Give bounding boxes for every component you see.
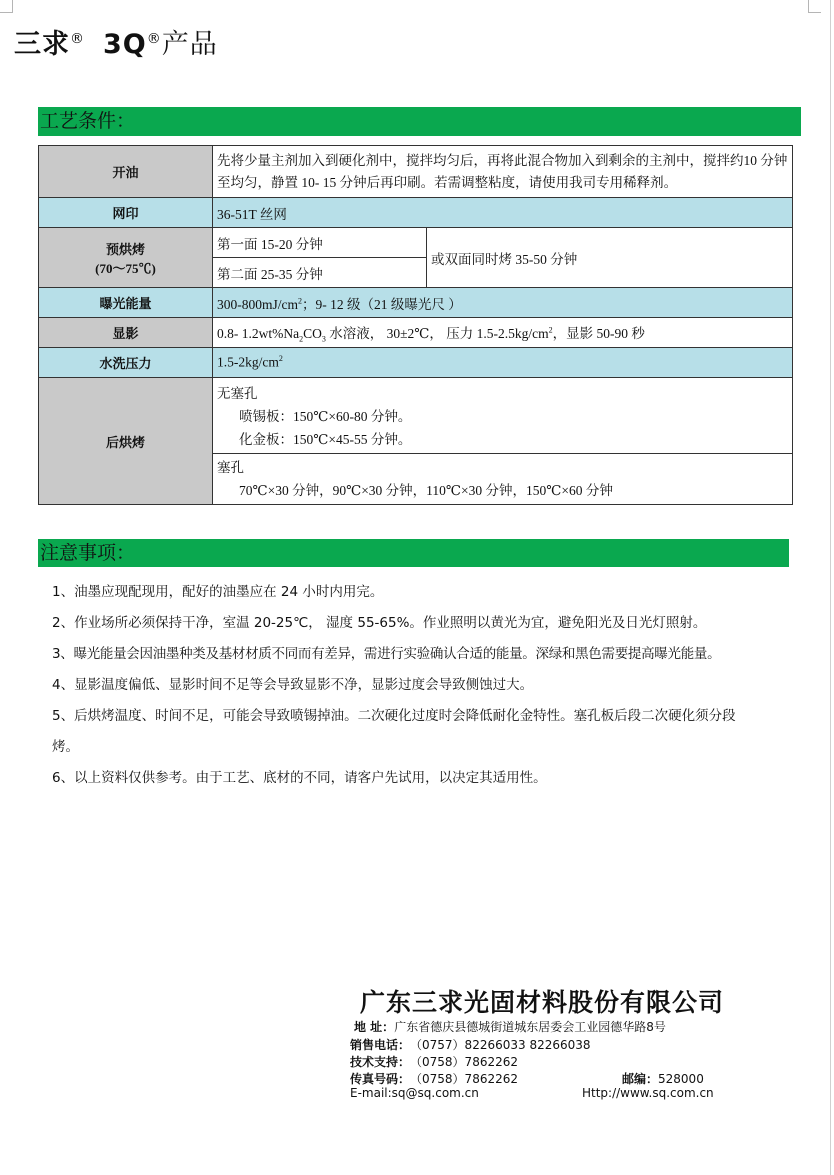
website-link[interactable]: Http://www.sq.com.cn <box>582 1086 714 1100</box>
row-label: 曝光能量 <box>39 288 213 318</box>
note-item: 4、显影温度偏低、显影时间不足等会导致显影不净，显影过度会导致侧蚀过大。 <box>52 677 534 693</box>
label-sub: (70～75℃) <box>95 260 156 276</box>
plug-steps-text: 70℃×30 分钟，90℃×30 分钟，110℃×30 分钟，150℃×60 分钟 <box>239 483 613 498</box>
registered-mark: ® <box>70 31 85 47</box>
plug-label: 塞孔 <box>217 460 244 475</box>
table-row <box>39 228 793 258</box>
address-line: 地 址：广东省德庆县德城街道城东居委会工业园德华路8号 <box>354 1020 666 1034</box>
enig-board-text: 化金板：150℃×45-55 分钟。 <box>239 432 412 447</box>
hasl-board-text: 喷锡板：150℃×60-80 分钟。 <box>239 409 412 424</box>
row-label: 显影 <box>39 318 213 348</box>
fax-line: 传真号码：（0758）7862262 <box>350 1072 518 1086</box>
row-label <box>39 228 213 288</box>
row-value: $300-800mJ/cm^2$；9- 12 级（21 级曝光尺 ） <box>213 288 793 318</box>
row-value: 0.8- $1.2wt\%Na_2CO_3$ 水溶液， 30±2℃， 压力 $1.5-2.5kg/cm^2$，显影 50-90 秒 <box>213 318 793 348</box>
zip-line: 邮编：528000 <box>622 1072 704 1086</box>
notes-list <box>52 577 802 794</box>
table-row <box>39 288 793 318</box>
table-row <box>39 378 793 505</box>
note-item: 5、后烘烤温度、时间不足，可能会导致喷锡掉油。二次硬化过度时会降低耐化金特性。塞孔板后段二次硬化须分段 <box>52 708 736 724</box>
row-value: 先将少量主剂加入到硬化剂中，搅拌均匀后，再将此混合物加入到剩余的主剂中，搅拌约10 分钟至均匀，静置 10- 15 分钟后再印刷。若需调整粘度，请使用我司专用稀释剂。 <box>213 146 793 198</box>
note-item: 3、曝光能量会因油墨种类及基材材质不同而有差异，需进行实验确认合适的能量。深绿和黑色需要提高曝光能量。 <box>52 646 721 662</box>
product-label: 产品 <box>161 29 218 60</box>
brand-cn: 三求 <box>14 29 70 60</box>
note-item: 6、以上资料仅供参考。由于工艺、底材的不同，请客户先试用，以决定其适用性。 <box>52 770 547 786</box>
note-item: 烤。 <box>52 739 79 755</box>
brand-en: 3Q <box>103 29 147 60</box>
section-heading-process: 工艺条件： <box>38 107 801 136</box>
no-plug-label: 无塞孔 <box>217 386 258 401</box>
email-link[interactable]: E-mail:sq@sq.com.cn <box>350 1086 479 1100</box>
page-edge <box>830 0 831 1175</box>
process-table <box>38 145 793 505</box>
row-label: 水洗压力 <box>39 348 213 378</box>
sales-phone-line: 销售电话：（0757）82266033 82266038 <box>350 1038 591 1052</box>
table-row <box>39 198 793 228</box>
label-main: 预烘烤 <box>105 242 145 258</box>
row-value: 或双面同时烤 35-50 分钟 <box>427 228 793 288</box>
row-label: 开油 <box>39 146 213 198</box>
row-value: 36-51T 丝网 <box>213 198 793 228</box>
row-value <box>213 378 793 505</box>
table-row <box>39 146 793 198</box>
note-item: 1、油墨应现配现用，配好的油墨应在 24 小时内用完。 <box>52 584 384 600</box>
table-row <box>39 318 793 348</box>
registered-mark: ® <box>146 31 162 47</box>
section-heading-notes: 注意事项： <box>38 539 789 567</box>
row-value: $1.5-2kg/cm^2$ <box>213 348 793 378</box>
note-item: 2、作业场所必须保持干净，室温 20-25℃， 湿度 55-65%。作业照明以黄光为宜，避免阳光及日光灯照射。 <box>52 615 707 631</box>
row-value: 第一面 15-20 分钟 <box>213 228 427 258</box>
company-name: 广东三求光固材料股份有限公司 <box>360 988 725 1017</box>
tech-support-line: 技术支持：（0758）7862262 <box>350 1055 518 1069</box>
row-value: 第二面 25-35 分钟 <box>213 258 427 288</box>
row-label: 后烘烤 <box>39 378 213 505</box>
page-corner-mark <box>808 0 821 13</box>
page-corner-mark <box>0 0 13 13</box>
page-title <box>14 22 218 61</box>
table-row <box>39 348 793 378</box>
row-label: 网印 <box>39 198 213 228</box>
